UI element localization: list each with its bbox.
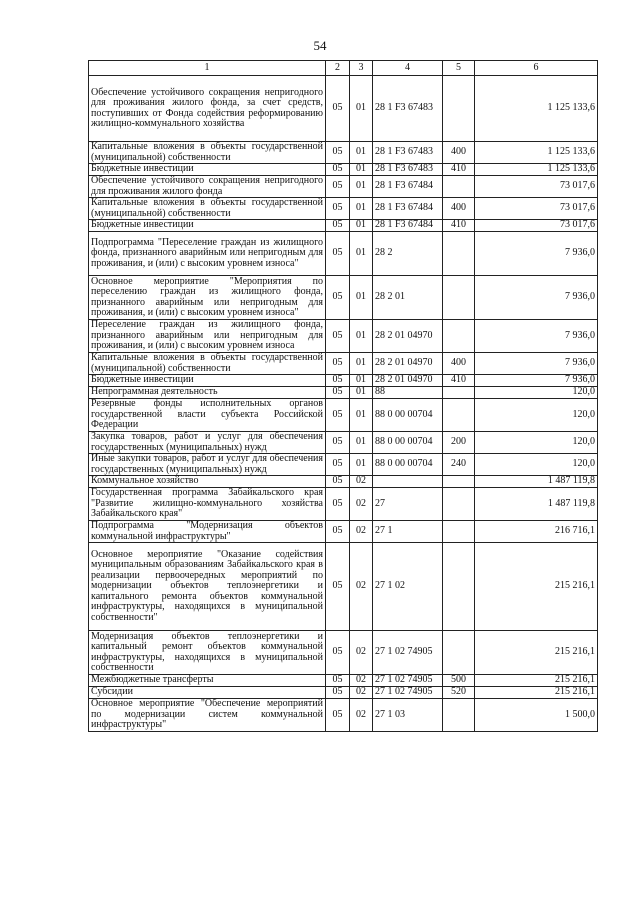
row-target-code <box>373 476 443 488</box>
row-target-code: 27 1 02 74905 <box>373 687 443 699</box>
row-section: 05 <box>326 488 350 521</box>
row-name: Модернизация объектов теплоэнергетики и капитальный ремонт объектов коммунальной инфраструктуры, находящихся в муниципальной собственности <box>89 631 326 675</box>
row-expense-type: 500 <box>443 675 475 687</box>
row-subsection: 01 <box>350 399 373 432</box>
row-subsection: 02 <box>350 521 373 543</box>
row-subsection: 01 <box>350 276 373 320</box>
row-expense-type: 520 <box>443 687 475 699</box>
row-expense-type <box>443 232 475 276</box>
row-section: 05 <box>326 699 350 732</box>
row-amount: 73 017,6 <box>475 198 598 220</box>
row-expense-type <box>443 521 475 543</box>
row-section: 05 <box>326 164 350 176</box>
row-name: Бюджетные инвестиции <box>89 164 326 176</box>
row-expense-type: 240 <box>443 454 475 476</box>
row-subsection: 01 <box>350 76 373 142</box>
row-target-code: 27 1 <box>373 521 443 543</box>
row-subsection: 02 <box>350 631 373 675</box>
table-row <box>89 387 598 399</box>
column-header: 1 <box>89 61 326 76</box>
column-header: 3 <box>350 61 373 76</box>
row-expense-type <box>443 176 475 198</box>
row-section: 05 <box>326 432 350 454</box>
row-amount: 1 487 119,8 <box>475 488 598 521</box>
row-expense-type <box>443 488 475 521</box>
table-row <box>89 220 598 232</box>
row-name: Бюджетные инвестиции <box>89 375 326 387</box>
row-expense-type <box>443 543 475 631</box>
row-amount: 7 936,0 <box>475 353 598 375</box>
row-target-code: 28 2 01 04970 <box>373 353 443 375</box>
row-amount: 120,0 <box>475 432 598 454</box>
row-section: 05 <box>326 631 350 675</box>
row-subsection: 02 <box>350 488 373 521</box>
table-row <box>89 687 598 699</box>
row-expense-type: 200 <box>443 432 475 454</box>
row-name: Капитальные вложения в объекты государственной (муниципальной) собственности <box>89 142 326 164</box>
row-section: 05 <box>326 353 350 375</box>
row-section: 05 <box>326 198 350 220</box>
row-section: 05 <box>326 375 350 387</box>
row-subsection: 01 <box>350 232 373 276</box>
table-row <box>89 631 598 675</box>
row-subsection: 02 <box>350 687 373 699</box>
row-target-code: 27 <box>373 488 443 521</box>
row-amount: 1 487 119,8 <box>475 476 598 488</box>
row-amount: 7 936,0 <box>475 375 598 387</box>
row-subsection: 02 <box>350 476 373 488</box>
table-row <box>89 176 598 198</box>
row-name: Обеспечение устойчивого сокращения непригодного для проживания жилого фонда, за счет средств, поступивших от Фонда содействия реформированию жилищно-коммунального хозяйства <box>89 76 326 142</box>
budget-table <box>88 60 598 732</box>
row-subsection: 01 <box>350 220 373 232</box>
table-row <box>89 521 598 543</box>
row-subsection: 01 <box>350 320 373 353</box>
row-section: 05 <box>326 320 350 353</box>
table-row <box>89 488 598 521</box>
row-name: Капитальные вложения в объекты государственной (муниципальной) собственности <box>89 198 326 220</box>
row-amount: 215 216,1 <box>475 687 598 699</box>
row-target-code: 28 1 F3 67483 <box>373 142 443 164</box>
row-target-code: 88 0 00 00704 <box>373 432 443 454</box>
row-name: Иные закупки товаров, работ и услуг для обеспечения государственных (муниципальных) нужд <box>89 454 326 476</box>
row-target-code: 27 1 02 74905 <box>373 675 443 687</box>
row-expense-type: 400 <box>443 142 475 164</box>
row-section: 05 <box>326 387 350 399</box>
row-amount: 215 216,1 <box>475 543 598 631</box>
table-row <box>89 164 598 176</box>
row-expense-type <box>443 320 475 353</box>
row-expense-type <box>443 76 475 142</box>
row-target-code: 88 0 00 00704 <box>373 399 443 432</box>
row-amount: 1 125 133,6 <box>475 164 598 176</box>
row-amount: 7 936,0 <box>475 320 598 353</box>
table-row <box>89 699 598 732</box>
table-row <box>89 476 598 488</box>
row-expense-type <box>443 276 475 320</box>
row-name: Подпрограмма "Переселение граждан из жилищного фонда, признанного аварийным или непригодным для проживания, и (или) с высоким уровнем износа" <box>89 232 326 276</box>
row-subsection: 01 <box>350 353 373 375</box>
row-section: 05 <box>326 176 350 198</box>
row-target-code: 28 2 01 04970 <box>373 320 443 353</box>
row-subsection: 01 <box>350 142 373 164</box>
row-target-code: 28 2 01 <box>373 276 443 320</box>
row-section: 05 <box>326 232 350 276</box>
row-target-code: 88 0 00 00704 <box>373 454 443 476</box>
row-expense-type: 410 <box>443 375 475 387</box>
row-subsection: 01 <box>350 387 373 399</box>
row-expense-type: 410 <box>443 164 475 176</box>
table-row <box>89 375 598 387</box>
row-target-code: 28 1 F3 67483 <box>373 76 443 142</box>
row-expense-type <box>443 399 475 432</box>
row-target-code: 88 <box>373 387 443 399</box>
column-header: 6 <box>475 61 598 76</box>
row-amount: 7 936,0 <box>475 232 598 276</box>
row-name: Переселение граждан из жилищного фонда, признанного аварийным или непригодным для проживания, и (или) с высоким уровнем износа <box>89 320 326 353</box>
row-target-code: 28 1 F3 67483 <box>373 164 443 176</box>
table-row <box>89 432 598 454</box>
row-section: 05 <box>326 399 350 432</box>
row-name: Бюджетные инвестиции <box>89 220 326 232</box>
table-row <box>89 320 598 353</box>
row-amount: 215 216,1 <box>475 675 598 687</box>
column-header: 2 <box>326 61 350 76</box>
table-row <box>89 198 598 220</box>
table-row <box>89 675 598 687</box>
row-amount: 216 716,1 <box>475 521 598 543</box>
table-row <box>89 543 598 631</box>
row-section: 05 <box>326 675 350 687</box>
row-expense-type <box>443 387 475 399</box>
page-number: 54 <box>313 38 327 53</box>
table-row <box>89 232 598 276</box>
column-header: 4 <box>373 61 443 76</box>
row-subsection: 01 <box>350 198 373 220</box>
row-expense-type <box>443 699 475 732</box>
row-amount: 73 017,6 <box>475 220 598 232</box>
column-header: 5 <box>443 61 475 76</box>
row-name: Непрограммная деятельность <box>89 387 326 399</box>
row-name: Основное мероприятие "Оказание содействия муниципальным образованиям Забайкальского края в реализации первоочередных мероприятий по модернизации объектов теплоэнергетики и капитального ремонта объектов коммунальной инфраструктуры, находящихся в муниципальной собственности" <box>89 543 326 631</box>
row-amount: 1 125 133,6 <box>475 142 598 164</box>
header-row <box>89 61 598 76</box>
row-expense-type: 400 <box>443 353 475 375</box>
row-name: Основное мероприятие "Обеспечение мероприятий по модернизации систем коммунальной инфраструктуры" <box>89 699 326 732</box>
row-target-code: 28 1 F3 67484 <box>373 220 443 232</box>
row-target-code: 27 1 02 74905 <box>373 631 443 675</box>
row-subsection: 01 <box>350 176 373 198</box>
row-target-code: 28 1 F3 67484 <box>373 176 443 198</box>
row-expense-type: 400 <box>443 198 475 220</box>
row-target-code: 27 1 03 <box>373 699 443 732</box>
row-name: Обеспечение устойчивого сокращения непригодного для проживания жилого фонда <box>89 176 326 198</box>
row-subsection: 01 <box>350 454 373 476</box>
row-subsection: 02 <box>350 543 373 631</box>
row-section: 05 <box>326 476 350 488</box>
row-section: 05 <box>326 521 350 543</box>
row-subsection: 01 <box>350 375 373 387</box>
row-subsection: 01 <box>350 164 373 176</box>
row-amount: 73 017,6 <box>475 176 598 198</box>
row-section: 05 <box>326 543 350 631</box>
table-row <box>89 454 598 476</box>
row-name: Государственная программа Забайкальского края "Развитие жилищно-коммунального хозяйства Забайкальского края" <box>89 488 326 521</box>
row-amount: 215 216,1 <box>475 631 598 675</box>
table-row <box>89 276 598 320</box>
row-target-code: 27 1 02 <box>373 543 443 631</box>
row-section: 05 <box>326 276 350 320</box>
row-amount: 120,0 <box>475 387 598 399</box>
row-expense-type: 410 <box>443 220 475 232</box>
row-name: Коммунальное хозяйство <box>89 476 326 488</box>
row-amount: 1 500,0 <box>475 699 598 732</box>
row-section: 05 <box>326 76 350 142</box>
row-name: Капитальные вложения в объекты государственной (муниципальной) собственности <box>89 353 326 375</box>
table-row <box>89 353 598 375</box>
row-target-code: 28 1 F3 67484 <box>373 198 443 220</box>
table-row <box>89 399 598 432</box>
row-subsection: 02 <box>350 699 373 732</box>
table-row <box>89 76 598 142</box>
row-expense-type <box>443 631 475 675</box>
row-name: Межбюджетные трансферты <box>89 675 326 687</box>
row-amount: 120,0 <box>475 454 598 476</box>
row-name: Подпрограмма "Модернизация объектов коммунальной инфраструктуры" <box>89 521 326 543</box>
table-row <box>89 142 598 164</box>
row-section: 05 <box>326 142 350 164</box>
row-subsection: 02 <box>350 675 373 687</box>
row-subsection: 01 <box>350 432 373 454</box>
row-name: Резервные фонды исполнительных органов государственной власти субъекта Российской Федерации <box>89 399 326 432</box>
row-expense-type <box>443 476 475 488</box>
row-name: Основное мероприятие "Мероприятия по переселению граждан из жилищного фонда, признанного аварийным или непригодным для проживания, и (или) с высоким уровнем износа" <box>89 276 326 320</box>
row-name: Субсидии <box>89 687 326 699</box>
row-name: Закупка товаров, работ и услуг для обеспечения государственных (муниципальных) нужд <box>89 432 326 454</box>
row-target-code: 28 2 <box>373 232 443 276</box>
row-amount: 7 936,0 <box>475 276 598 320</box>
row-amount: 1 125 133,6 <box>475 76 598 142</box>
row-amount: 120,0 <box>475 399 598 432</box>
row-section: 05 <box>326 454 350 476</box>
row-target-code: 28 2 01 04970 <box>373 375 443 387</box>
row-section: 05 <box>326 687 350 699</box>
row-section: 05 <box>326 220 350 232</box>
